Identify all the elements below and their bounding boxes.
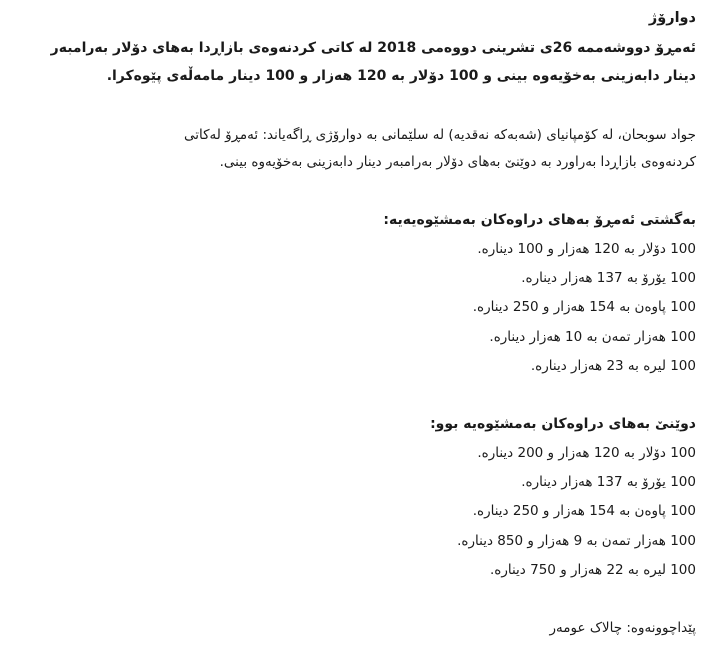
- today-rate-lira: 100 لیرە بە 23 هەزار دینارە.: [530, 358, 696, 374]
- body-line-2: کردنەوەی بازاڕدا بەراورد بە دوێنێ بەهای دۆلار بەرامبەر دینار دابەزینی بەخۆیەوە بینی.: [219, 154, 696, 170]
- yesterday-rate-pound: 100 پاوەن بە 154 هەزار و 250 دینارە.: [472, 503, 696, 519]
- reviewer-credit: پێداچوونەوە: چالاک عومەر: [549, 620, 696, 636]
- body-line-1: جواد سوبحان، لە کۆمپانیای (شەبەکە نەقدیە) لە سلێمانی بە دوارۆژی ڕاگەیاند: ئەمڕۆ لەکاتی: [183, 127, 696, 143]
- today-rate-pound: 100 پاوەن بە 154 هەزار و 250 دینارە.: [472, 299, 696, 315]
- yesterday-rate-toman: 100 هەزار تمەن بە 9 هەزار و 850 دینارە.: [457, 533, 696, 549]
- today-heading: بەگشتی ئەمڕۆ بەهای دراوەکان بەمشێوەیەیە:: [383, 212, 696, 228]
- yesterday-rate-lira: 100 لیرە بە 22 هەزار و 750 دینارە.: [489, 562, 696, 578]
- yesterday-rate-euro: 100 یۆرۆ بە 137 هەزار دینارە.: [521, 474, 696, 490]
- article-source: دوارۆژ: [648, 10, 696, 26]
- lead-line-2: دینار دابەزینی بەخۆیەوە بینی و 100 دۆلار بە 120 هەزار و 100 دینار مامەڵەی پێوەکرا.: [106, 68, 696, 84]
- yesterday-rate-dollar: 100 دۆلار بە 120 هەزار و 200 دینارە.: [477, 445, 696, 461]
- yesterday-heading: دوێنێ بەهای دراوەکان بەمشێوەیە بوو:: [430, 416, 696, 432]
- today-rate-euro: 100 یۆرۆ بە 137 هەزار دینارە.: [521, 270, 696, 286]
- today-rate-toman: 100 هەزار تمەن بە 10 هەزار دینارە.: [489, 329, 696, 345]
- lead-line-1: ئەمڕۆ دووشەممە 26ی تشرینی دووەمی 2018 لە کاتی کردنەوەی بازاڕدا بەهای دۆلار بەرامبەر: [50, 40, 696, 56]
- today-rate-dollar: 100 دۆلار بە 120 هەزار و 100 دینارە.: [477, 241, 696, 257]
